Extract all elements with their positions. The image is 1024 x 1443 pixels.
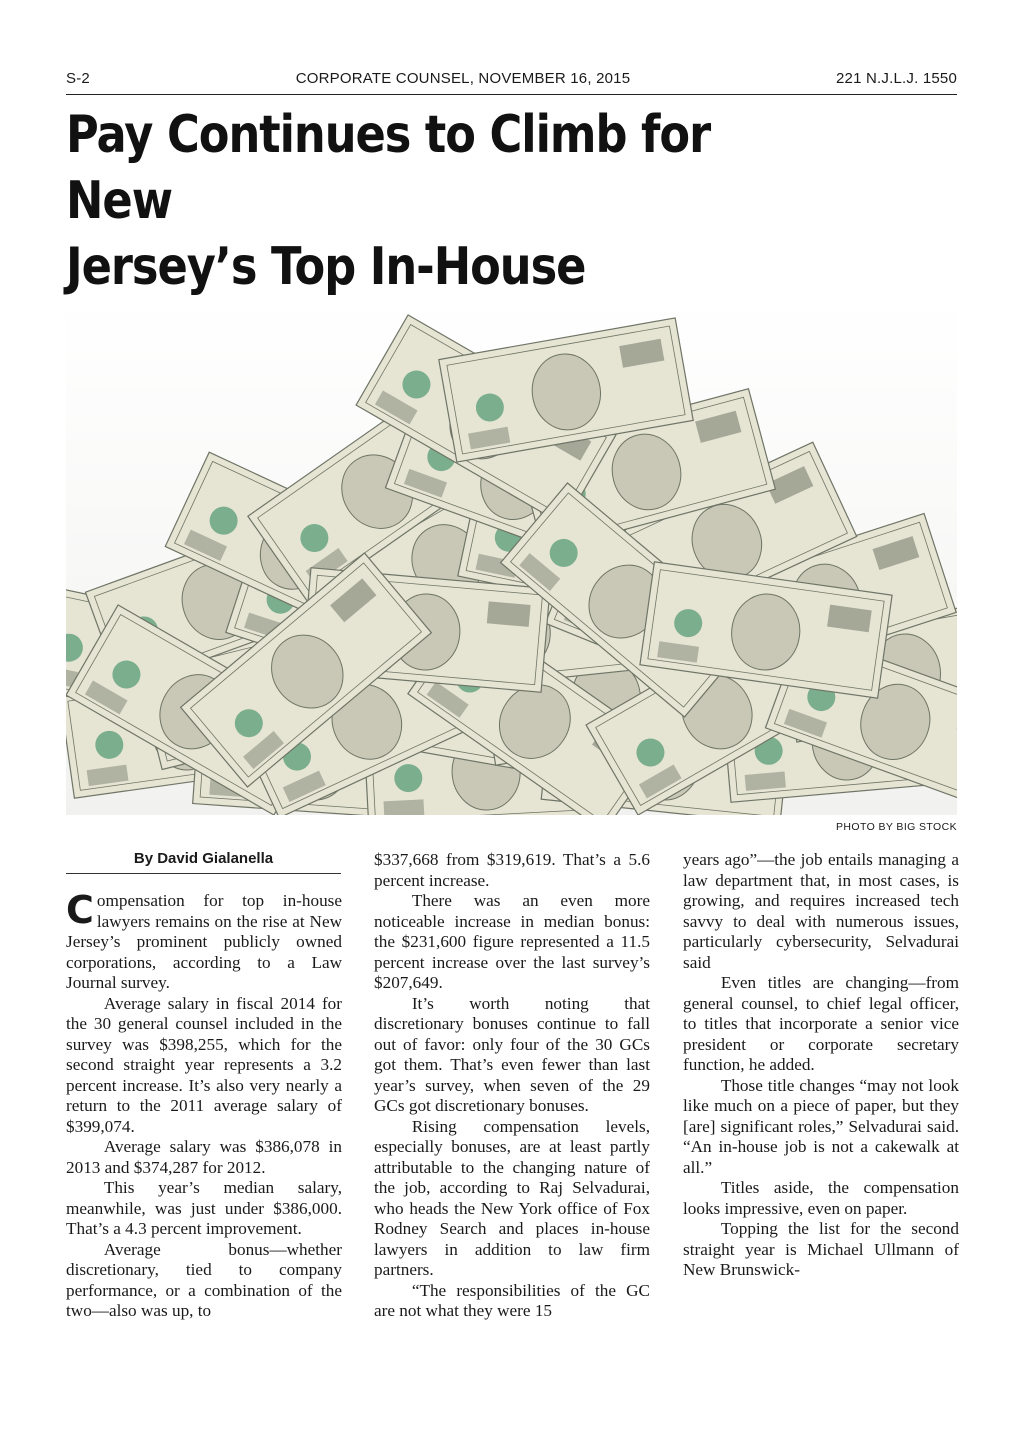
paragraph: Average salary was $386,078 in 2013 and $374,287 for 2012. bbox=[66, 1137, 342, 1177]
paragraph: This year’s median salary, meanwhile, was just under $386,000. That’s a 4.3 percent improvement. bbox=[66, 1178, 342, 1238]
paragraph: Rising compensation levels, especially bonuses, are at least partly attributable to the changing nature of the job, according to Raj Selvadurai, who heads the New York office of Fox Rodney Search and places in-house lawyers in addition to law firm partners. bbox=[374, 1116, 650, 1279]
paragraph: It’s worth noting that discretionary bonuses continue to fall out of favor: only four of the 30 GCs got them. That’s even fewer than last year’s survey, when seven of the 29 GCs got discretionary bonuses. bbox=[374, 993, 650, 1115]
article-column-2 bbox=[374, 850, 650, 1322]
paragraph: Those title changes “may not look like much on a piece of paper, but they [are] significant roles,” Selvadurai said. “An in-house job is not a cakewalk at all.” bbox=[683, 1075, 959, 1177]
paragraph-text: ompensation for top in-house lawyers remains on the rise at New Jersey’s prominent publicly owned corporations, according to a Law Journal survey. bbox=[66, 891, 342, 992]
money-pile-illustration bbox=[66, 300, 957, 815]
paragraph: “The responsibilities of the GC are not what they were 15 bbox=[374, 1280, 650, 1320]
paragraph: Average salary in fiscal 2014 for the 30 general counsel included in the survey was $398,255, which for the second straight year represents a 3.2 percent increase. It’s also very nearly a return to the 2011 average salary of $399,074. bbox=[66, 993, 342, 1136]
page-header bbox=[66, 70, 957, 95]
photo-credit: PHOTO BY BIG STOCK bbox=[836, 821, 957, 833]
paragraph: Topping the list for the second straight year is Michael Ullmann of New Brunswick- bbox=[683, 1219, 959, 1279]
article-column-1 bbox=[66, 888, 342, 1322]
byline: By David Gialanella bbox=[66, 850, 341, 874]
headline: Pay Continues to Climb for New Jersey’s Top In-House bbox=[66, 105, 711, 297]
paragraph: There was an even more noticeable increase in median bonus: the $231,600 figure represented a 11.5 percent increase over the last survey’s $207,649. bbox=[374, 891, 650, 992]
paragraph: Titles aside, the compensation looks impressive, even on paper. bbox=[683, 1178, 959, 1218]
article-column-3 bbox=[683, 850, 959, 1281]
citation: 221 N.J.L.J. 1550 bbox=[836, 70, 957, 87]
paragraph: $337,668 from $319,619. That’s a 5.6 percent increase. bbox=[374, 850, 650, 890]
money-photo bbox=[66, 300, 957, 815]
drop-cap: C bbox=[66, 888, 94, 932]
page-number: S-2 bbox=[66, 70, 90, 87]
paragraph: years ago”—the job entails managing a law department that, in most cases, is growing, and requires increased tech savvy to deal with numerous issues, particularly cybersecurity, Selvadurai said bbox=[683, 850, 959, 972]
paragraph bbox=[66, 888, 342, 994]
paragraph: Even titles are changing—from general counsel, to chief legal officer, to titles that incorporate a senior vice president or corporate secretary function, he added. bbox=[683, 973, 959, 1074]
paragraph: Average bonus—whether discretionary, tied to company performance, or a combination of the two—also was up, to bbox=[66, 1239, 342, 1320]
publication-date: CORPORATE COUNSEL, NOVEMBER 16, 2015 bbox=[295, 70, 631, 87]
